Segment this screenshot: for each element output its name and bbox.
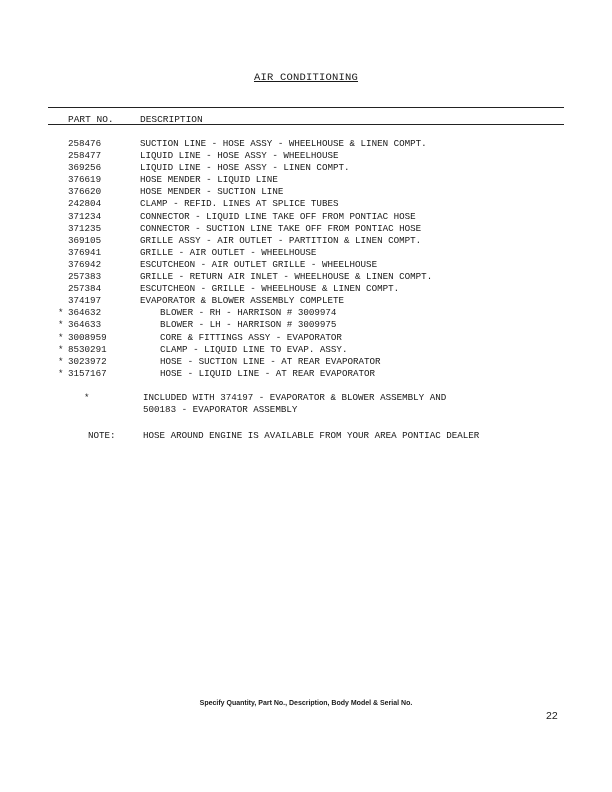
part-description: EVAPORATOR & BLOWER ASSEMBLY COMPLETE [140, 295, 344, 307]
list-item [0, 223, 612, 235]
part-description: CLAMP - LIQUID LINE TO EVAP. ASSY. [160, 343, 348, 355]
part-number: 369256 [68, 162, 102, 174]
page-number: 22 [546, 710, 558, 722]
note-label: NOTE: [88, 430, 116, 441]
included-star-marker: * [58, 355, 64, 367]
part-number: 3023972 [68, 355, 107, 367]
list-item [0, 344, 612, 356]
part-description: GRILLE - RETURN AIR INLET - WHEELHOUSE & LINEN COMPT. [140, 271, 433, 283]
part-description: GRILLE - AIR OUTLET - WHEELHOUSE [140, 246, 317, 258]
list-item [0, 368, 612, 380]
part-description: LIQUID LINE - HOSE ASSY - WHEELHOUSE [140, 150, 339, 162]
page-title [0, 72, 612, 84]
list-item [0, 186, 612, 198]
list-item [0, 247, 612, 259]
part-number: 364632 [68, 307, 102, 319]
part-description: SUCTION LINE - HOSE ASSY - WHEELHOUSE & LINEN COMPT. [140, 138, 427, 149]
list-item [0, 174, 612, 186]
included-star-marker: * [58, 319, 64, 331]
list-item [0, 332, 612, 344]
part-description: BLOWER - LH - HARRISON # 3009975 [160, 319, 337, 331]
list-item [0, 295, 612, 307]
part-number: 371234 [68, 210, 102, 222]
part-number: 371235 [68, 222, 102, 234]
part-description: CONNECTOR - LIQUID LINE TAKE OFF FROM PONTIAC HOSE [140, 210, 416, 222]
part-number: 3157167 [68, 367, 107, 379]
part-number: 242804 [68, 198, 102, 210]
footnote-line-2: 500183 - EVAPORATOR ASSEMBLY [143, 404, 298, 416]
header-rule [48, 124, 564, 125]
list-item [0, 235, 612, 247]
list-item [0, 211, 612, 223]
part-description: ESCUTCHEON - GRILLE - WHEELHOUSE & LINEN COMPT. [140, 283, 400, 295]
list-item [0, 356, 612, 368]
part-description: HOSE - LIQUID LINE - AT REAR EVAPORATOR [160, 367, 376, 379]
part-number: 376619 [68, 174, 102, 186]
part-description: GRILLE ASSY - AIR OUTLET - PARTITION & LINEN COMPT. [140, 234, 422, 246]
part-number: 8530291 [68, 343, 107, 355]
page-title-text: AIR CONDITIONING [253, 72, 359, 84]
note-text: HOSE AROUND ENGINE IS AVAILABLE FROM YOUR AREA PONTIAC DEALER [143, 430, 480, 441]
list-item [0, 138, 612, 150]
list-item [0, 283, 612, 295]
part-description: HOSE - SUCTION LINE - AT REAR EVAPORATOR [160, 355, 381, 367]
part-number: 258477 [68, 150, 102, 162]
part-description: HOSE MENDER - LIQUID LINE [140, 174, 278, 186]
part-number: 257383 [68, 271, 102, 283]
list-item [0, 307, 612, 319]
part-description: HOSE MENDER - SUCTION LINE [140, 186, 284, 198]
part-number: 364633 [68, 319, 102, 331]
part-number: 374197 [68, 295, 102, 307]
part-description: CONNECTOR - SUCTION LINE TAKE OFF FROM PONTIAC HOSE [140, 222, 422, 234]
included-star-marker: * [58, 367, 64, 379]
parts-list [0, 138, 612, 380]
list-item [0, 319, 612, 331]
part-number: 369105 [68, 234, 102, 246]
part-description: ESCUTCHEON - AIR OUTLET GRILLE - WHEELHOUSE [140, 258, 378, 270]
part-description: CLAMP - REFID. LINES AT SPLICE TUBES [140, 198, 339, 210]
footnote-text [143, 392, 446, 416]
part-number: 258476 [68, 138, 102, 149]
included-star-marker: * [58, 343, 64, 355]
specify-instruction: Specify Quantity, Part No., Description, Body Model & Serial No. [199, 700, 413, 707]
part-description: LIQUID LINE - HOSE ASSY - LINEN COMPT. [140, 162, 350, 174]
list-item [0, 198, 612, 210]
part-number: 376941 [68, 246, 102, 258]
part-number: 3008959 [68, 331, 107, 343]
description-header: DESCRIPTION [140, 114, 203, 125]
list-item [0, 162, 612, 174]
part-number: 257384 [68, 283, 102, 295]
included-star-marker: * [58, 307, 64, 319]
footnote-line-1: INCLUDED WITH 374197 - EVAPORATOR & BLOWER ASSEMBLY AND [143, 392, 447, 403]
included-star-marker: * [58, 331, 64, 343]
part-number: 376942 [68, 258, 102, 270]
list-item [0, 150, 612, 162]
part-number: 376620 [68, 186, 102, 198]
part-no-header: PART NO. [68, 114, 114, 125]
part-description: CORE & FITTINGS ASSY - EVAPORATOR [160, 331, 342, 343]
list-item [0, 259, 612, 271]
footnote-star: * [84, 392, 90, 403]
list-item [0, 271, 612, 283]
top-rule [48, 107, 564, 108]
part-description: BLOWER - RH - HARRISON # 3009974 [160, 307, 337, 319]
